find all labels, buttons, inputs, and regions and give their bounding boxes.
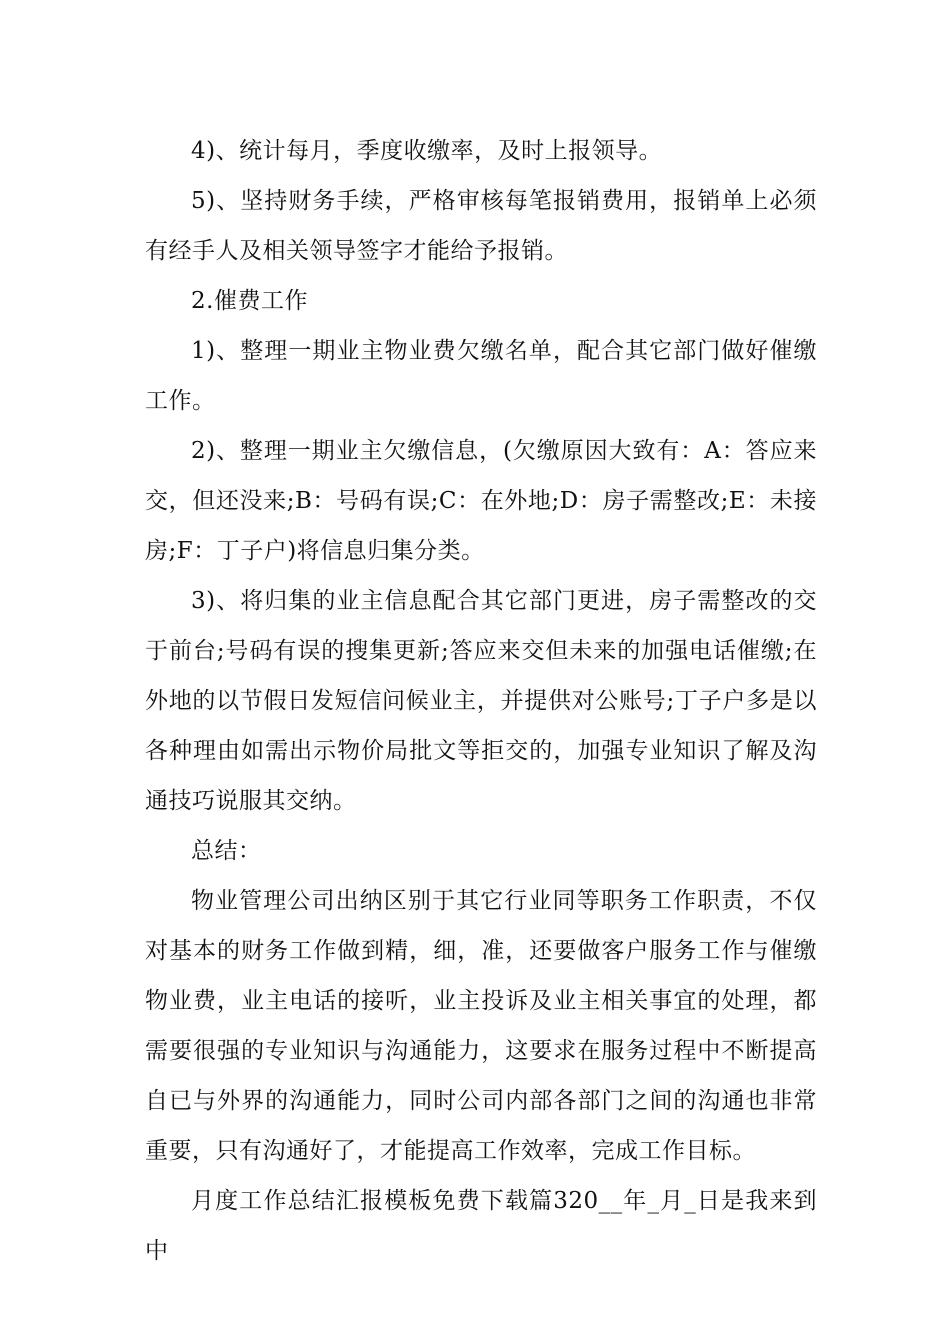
paragraph-summary-body: 物业管理公司出纳区别于其它行业同等职务工作职责，不仅对基本的财务工作做到精，细，准，还要做客户服务工作与催缴物业费，业主电话的接听，业主投诉及业主相关事宜的处理，都需要很强的专业知识与沟通能力，这要求在服务过程中不断提高自已与外界的沟通能力，同时公司内部各部门之间的沟通也非常重要，只有沟通好了，才能提高工作效率，完成工作目标。	[145, 888, 817, 1164]
paragraph-collection-item-1: 1)、整理一期业主物业费欠缴名单，配合其它部门做好催缴工作。	[145, 338, 817, 414]
paragraph-stats-item-4: 4)、统计每月，季度收缴率，及时上报领导。	[191, 138, 663, 164]
paragraph-next-article-start: 月度工作总结汇报模板免费下载篇320__年_月_日是我来到中	[145, 1188, 817, 1264]
paragraph-collection-item-2: 2)、整理一期业主欠缴信息，(欠缴原因大致有：A：答应来交，但还没来;B：号码有误;C：在外地;D：房子需整改;E：未接房;F：丁子户)将信息归集分类。	[145, 438, 817, 564]
section-heading-fee-collection: 2.催费工作	[191, 288, 308, 314]
paragraph-finance-item-5: 5)、坚持财务手续，严格审核每笔报销费用，报销单上必须有经手人及相关领导签字才能给予报销。	[145, 188, 817, 264]
document-body	[145, 126, 817, 1276]
section-heading-summary: 总结：	[191, 838, 262, 864]
paragraph-collection-item-3: 3)、将归集的业主信息配合其它部门更进，房子需整改的交于前台;号码有误的搜集更新;答应来交但未来的加强电话催缴;在外地的以节假日发短信问候业主，并提供对公账号;丁子户多是以各种理由如需出示物价局批文等拒交的，加强专业知识了解及沟通技巧说服其交纳。	[145, 588, 817, 814]
